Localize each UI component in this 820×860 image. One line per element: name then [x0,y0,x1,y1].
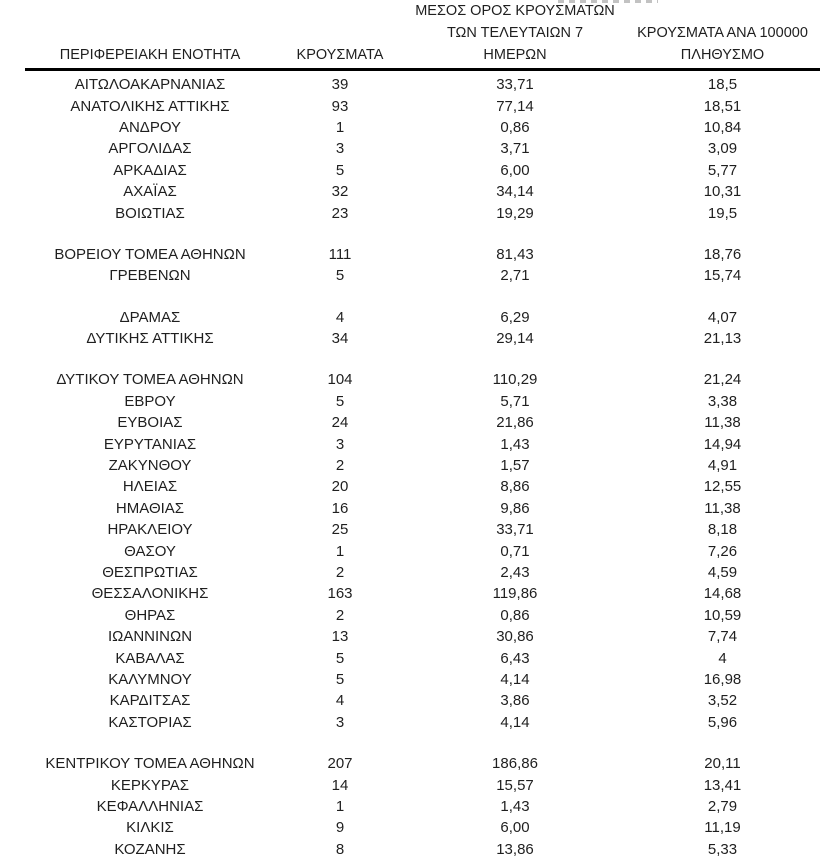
region-cell: ΚΑΣΤΟΡΙΑΣ [108,713,192,731]
region-cell: ΚΑΛΥΜΝΟΥ [108,670,192,688]
table-header [25,0,820,70]
cases-cell: 104 [327,371,353,389]
per100k-cell: 5,33 [707,840,738,858]
table-header-row [25,0,820,70]
region-cell: ΑΡΓΟΛΙΔΑΣ [108,140,192,158]
group-spacer-row [25,224,820,244]
region-cell: ΑΡΚΑΔΙΑΣ [113,161,187,179]
table-row [25,433,820,454]
cases-cell: 14 [331,776,349,794]
avg7-cell: 186,86 [492,755,538,773]
per100k-cell: 16,98 [703,670,742,688]
table-row [25,647,820,668]
per100k-cell: 14,94 [703,435,742,453]
table-row [25,817,820,838]
avg7-cell: 4,14 [500,670,530,688]
cases-cell: 1 [335,542,345,560]
cases-cell: 8 [335,840,345,858]
avg7-cell: 9,86 [500,499,530,517]
per100k-cell: 18,5 [707,76,738,94]
region-cell: ΙΩΑΝΝΙΝΩΝ [107,628,193,646]
per100k-cell: 11,19 [704,819,741,837]
avg7-cell: 2,71 [500,267,530,285]
region-cell: ΚΑΡΔΙΤΣΑΣ [109,692,191,710]
table-row [25,455,820,476]
region-cell: ΘΗΡΑΣ [124,606,176,624]
table-row [25,583,820,604]
region-cell: ΑΝΑΤΟΛΙΚΗΣ ΑΤΤΙΚΗΣ [70,97,230,115]
avg7-cell: 2,43 [500,564,530,581]
region-cell: ΘΕΣΣΑΛΟΝΙΚΗΣ [91,585,209,603]
per100k-cell: 13,41 [703,776,742,794]
region-cell: ΒΟΙΩΤΙΑΣ [115,204,185,222]
cases-cell: 5 [335,267,345,285]
region-cell: ΒΟΡΕΙΟΥ ΤΟΜΕΑ ΑΘΗΝΩΝ [54,245,246,263]
per100k-cell: 5,77 [707,161,738,179]
column-header-cases-line: ΚΡΟΥΣΜΑΤΑ [296,47,384,63]
cases-cell: 2 [335,606,345,624]
region-cell: ΗΡΑΚΛΕΙΟΥ [107,521,193,539]
per100k-cell: 15,74 [703,267,742,285]
column-header-per100k [625,0,820,70]
table-row [25,753,820,774]
table-row [25,95,820,116]
group-spacer-cell [25,287,820,307]
cases-cell: 2 [335,457,345,475]
per100k-cell: 20,11 [704,755,741,773]
table-row [25,669,820,690]
table-row [25,70,820,96]
table-body [25,70,820,860]
group-spacer-cell [25,224,820,244]
avg7-cell: 5,71 [500,392,530,410]
cases-cell: 32 [331,183,349,201]
region-cell: ΕΥΒΟΙΑΣ [117,414,183,432]
regional-cases-table-container [25,0,820,860]
cases-cell: 3 [335,140,345,158]
column-header-avg7-line3: ΗΜΕΡΩΝ [483,47,547,63]
column-header-avg7 [405,0,625,70]
table-row [25,138,820,159]
per100k-cell: 8,18 [707,521,738,539]
per100k-cell: 10,84 [703,118,742,136]
cases-cell: 24 [331,414,349,432]
avg7-cell: 110,29 [492,371,538,389]
table-row [25,774,820,795]
region-cell: ΚΑΒΑΛΑΣ [115,649,185,667]
group-spacer-row [25,287,820,307]
region-cell: ΔΥΤΙΚΗΣ ΑΤΤΙΚΗΣ [86,330,214,348]
column-header-avg7-line2: ΤΩΝ ΤΕΛΕΥΤΑΙΩΝ 7 [446,25,584,41]
avg7-cell: 30,86 [496,628,534,646]
cases-cell: 5 [335,649,345,667]
cases-cell: 163 [327,585,353,603]
avg7-cell: 13,86 [496,840,534,858]
column-header-avg7-line1: ΜΕΣΟΣ ΟΡΟΣ ΚΡΟΥΣΜΑΤΩΝ [415,3,615,19]
per100k-cell: 19,5 [707,204,738,222]
per100k-cell: 18,76 [703,245,742,263]
table-row [25,562,820,583]
avg7-cell: 1,43 [500,797,530,815]
avg7-cell: 77,14 [496,97,534,115]
cases-cell: 39 [331,76,349,94]
per100k-cell: 7,26 [707,542,738,560]
per100k-cell: 4,07 [707,308,738,326]
cases-cell: 3 [335,435,345,453]
region-cell: ΖΑΚΥΝΘΟΥ [108,457,192,475]
region-cell: ΔΡΑΜΑΣ [119,308,181,326]
table-row [25,328,820,349]
region-cell: ΘΕΣΠΡΩΤΙΑΣ [102,564,198,581]
region-cell: ΗΜΑΘΙΑΣ [115,499,185,517]
table-row [25,519,820,540]
region-cell: ΑΙΤΩΛΟΑΚΑΡΝΑΝΙΑΣ [74,76,226,94]
group-spacer-row [25,349,820,369]
table-row [25,712,820,733]
per100k-cell: 10,31 [703,183,742,201]
region-cell: ΑΧΑΪΑΣ [123,183,177,201]
group-spacer-cell [25,733,820,753]
per100k-cell: 7,74 [707,628,738,646]
cases-cell: 4 [335,308,345,326]
region-cell: ΘΑΣΟΥ [124,542,176,560]
avg7-cell: 0,86 [500,606,530,624]
region-cell: ΚΙΛΚΙΣ [126,819,174,837]
table-row [25,605,820,626]
avg7-cell: 19,29 [496,204,534,222]
per100k-cell: 21,24 [703,371,742,389]
cases-cell: 93 [331,97,349,115]
cases-cell: 23 [331,204,349,222]
avg7-cell: 1,43 [500,435,530,453]
cases-cell: 5 [335,392,345,410]
table-row [25,265,820,286]
per100k-cell: 21,13 [703,330,742,348]
table-row [25,369,820,390]
avg7-cell: 33,71 [496,521,534,539]
table-row [25,796,820,817]
region-cell: ΚΕΡΚΥΡΑΣ [110,776,190,794]
avg7-cell: 21,86 [496,414,534,432]
cases-cell: 5 [335,670,345,688]
per100k-cell: 3,52 [707,692,738,710]
per100k-cell: 18,51 [703,97,742,115]
cases-cell: 9 [335,819,345,837]
cases-cell: 16 [331,499,349,517]
table-row [25,307,820,328]
per100k-cell: 5,96 [707,713,738,731]
cases-cell: 111 [328,245,352,263]
per100k-cell: 10,59 [703,606,742,624]
avg7-cell: 81,43 [496,245,534,263]
avg7-cell: 119,86 [492,585,538,603]
per100k-cell: 3,09 [707,140,738,158]
table-row [25,117,820,138]
cases-cell: 3 [335,713,345,731]
table-row [25,412,820,433]
column-header-cases [275,0,405,70]
group-spacer-row [25,733,820,753]
per100k-cell: 14,68 [703,585,742,603]
avg7-cell: 6,29 [500,308,530,326]
region-cell: ΚΕΦΑΛΛΗΝΙΑΣ [96,797,204,815]
table-row [25,498,820,519]
avg7-cell: 1,57 [500,457,530,475]
avg7-cell: 3,86 [500,692,530,710]
column-header-per100k-line2: ΠΛΗΘΥΣΜΟ [680,47,765,63]
cases-cell: 20 [331,478,349,496]
region-cell: ΔΥΤΙΚΟΥ ΤΟΜΕΑ ΑΘΗΝΩΝ [56,371,244,389]
region-cell: ΕΥΡΥΤΑΝΙΑΣ [103,435,197,453]
avg7-cell: 0,86 [500,118,530,136]
cases-cell: 1 [335,797,345,815]
avg7-cell: 0,71 [500,542,530,560]
avg7-cell: 6,00 [500,819,530,837]
regional-cases-table [25,0,820,860]
cases-cell: 34 [331,330,349,348]
cases-cell: 5 [335,161,345,179]
avg7-cell: 4,14 [500,713,530,731]
table-row [25,626,820,647]
table-row [25,476,820,497]
per100k-cell: 4,91 [707,457,738,475]
cases-cell: 4 [335,692,345,710]
avg7-cell: 6,00 [500,161,530,179]
group-spacer-cell [25,349,820,369]
cases-cell: 1 [335,118,345,136]
table-row [25,540,820,561]
table-row [25,839,820,860]
avg7-cell: 8,86 [500,478,530,496]
cases-cell: 207 [327,755,353,773]
table-row [25,391,820,412]
avg7-cell: 29,14 [496,330,534,348]
per100k-cell: 11,38 [704,414,741,432]
region-cell: ΑΝΔΡΟΥ [118,118,182,136]
cases-cell: 25 [331,521,349,539]
per100k-cell: 2,79 [707,797,738,815]
table-row [25,181,820,202]
table-row [25,160,820,181]
cases-cell: 2 [335,564,345,581]
avg7-cell: 6,43 [500,649,530,667]
per100k-cell: 4 [718,649,727,667]
region-cell: ΚΕΝΤΡΙΚΟΥ ΤΟΜΕΑ ΑΘΗΝΩΝ [45,755,255,773]
column-header-per100k-line1: ΚΡΟΥΣΜΑΤΑ ΑΝΑ 100000 [637,25,808,41]
region-cell: ΕΒΡΟΥ [124,392,176,410]
column-header-region [25,0,275,70]
table-row [25,244,820,265]
per100k-cell: 4,59 [707,564,738,581]
region-cell: ΗΛΕΙΑΣ [122,478,178,496]
avg7-cell: 34,14 [496,183,534,201]
per100k-cell: 11,38 [704,499,741,517]
per100k-cell: 12,55 [703,478,742,496]
avg7-cell: 15,57 [496,776,534,794]
table-row [25,202,820,223]
avg7-cell: 33,71 [496,76,534,94]
table-row [25,690,820,711]
avg7-cell: 3,71 [500,140,530,158]
per100k-cell: 3,38 [707,392,738,410]
region-cell: ΓΡΕΒΕΝΩΝ [109,267,191,285]
region-cell: ΚΟΖΑΝΗΣ [114,840,186,858]
cases-cell: 13 [331,628,349,646]
column-header-region-line: ΠΕΡΙΦΕΡΕΙΑΚΗ ΕΝΟΤΗΤΑ [59,47,241,63]
